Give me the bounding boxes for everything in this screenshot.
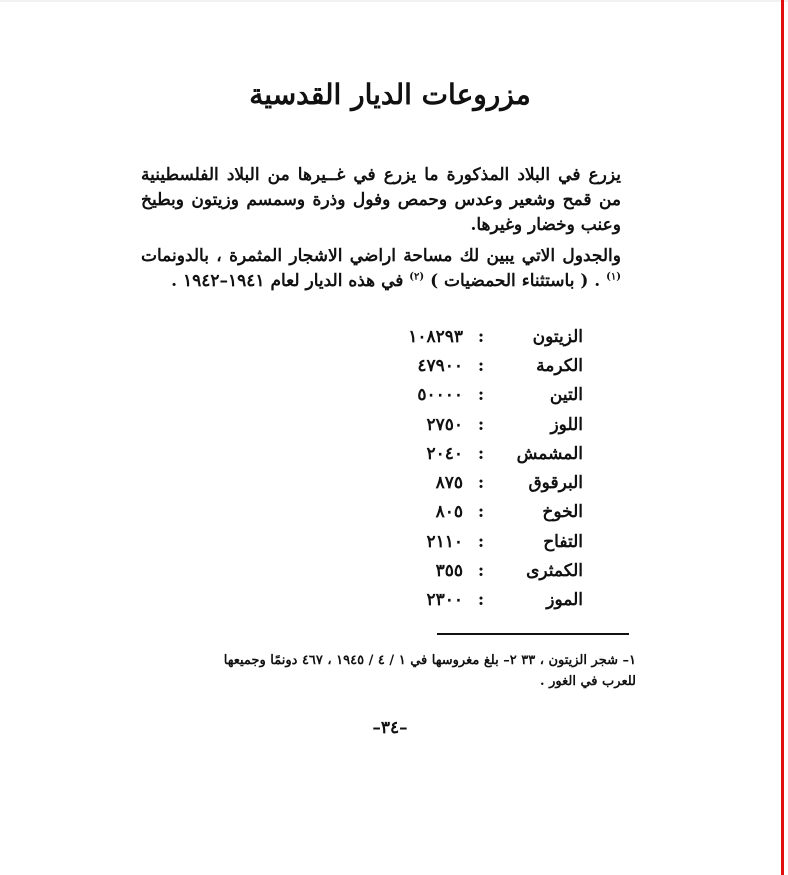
- table-row: [323, 439, 583, 468]
- row-colon: :: [477, 355, 485, 376]
- crop-label: الزيتون: [532, 326, 583, 347]
- footnotes: [136, 650, 636, 692]
- footnote-line-1: ١– شجر الزيتون ، ٣٣ ٢– بلغ مغروسها في ١ / ٤ / ١٩٤٥ ، ٤٦٧ دونمًا وجميعها: [223, 653, 636, 668]
- area-value: ٣٥٥: [435, 561, 463, 582]
- area-value: ٢٧٥٠: [426, 414, 463, 435]
- intro-paragraph: يزرع في البلاد المذكورة ما يزرع في غــيرها من البلاد الفلسطينية من قمح وشعير وعدس وحمص وفول وذرة وسمسم وزيتون وبطيخ وعنب وخضار وغيرها.: [141, 165, 621, 235]
- crop-label: الخوخ: [542, 502, 583, 523]
- fruit-tree-area-table: [323, 322, 583, 615]
- crop-label: التفاح: [543, 531, 583, 552]
- table-row: [323, 468, 583, 497]
- area-value: ٨٧٥: [435, 473, 463, 494]
- area-value: ٨٠٥: [435, 502, 463, 523]
- row-colon: :: [477, 531, 485, 552]
- row-colon: :: [477, 443, 485, 464]
- area-value: ١٠٨٢٩٣: [408, 326, 463, 347]
- row-colon: :: [477, 414, 485, 435]
- table-row: [323, 322, 583, 351]
- row-colon: :: [477, 502, 485, 523]
- area-value: ٤٧٩٠٠: [417, 355, 463, 376]
- table-intro-text-2: . ( باستثناء الحمضيات ): [430, 271, 601, 291]
- table-row: [323, 498, 583, 527]
- row-colon: :: [477, 385, 485, 406]
- crop-label: الموز: [546, 590, 583, 611]
- table-intro-text-1: والجدول الاتي يبين لك مساحة اراضي الاشجار المثمرة ، بالدونمات: [141, 246, 621, 266]
- footnote-ref-1: (١): [606, 271, 621, 283]
- crop-label: التين: [549, 385, 583, 406]
- row-colon: :: [477, 561, 485, 582]
- crop-label: البرقوق: [528, 473, 583, 494]
- area-value: ٢١١٠: [426, 531, 463, 552]
- table-row: [323, 381, 583, 410]
- table-intro-text-3: في هذه الديار لعام ١٩٤١–١٩٤٢ .: [171, 271, 404, 291]
- table-intro-paragraph: [141, 244, 621, 294]
- table-row: [323, 527, 583, 556]
- row-colon: :: [477, 473, 485, 494]
- crop-label: المشمش: [516, 443, 583, 464]
- row-colon: :: [477, 326, 485, 347]
- row-colon: :: [477, 590, 485, 611]
- crop-label: الكرمة: [536, 355, 583, 376]
- table-row: [323, 556, 583, 585]
- footnote-ref-2: (٢): [409, 271, 425, 283]
- page-title: مزروعات الديار القدسية: [249, 78, 531, 111]
- table-row: [323, 586, 583, 615]
- footnote-line-2: للعرب في الغور .: [540, 674, 636, 689]
- crop-label: الكمثرى: [526, 561, 583, 582]
- window-right-border: [781, 0, 784, 875]
- table-row: [323, 410, 583, 439]
- footnote-divider: [437, 633, 629, 635]
- crop-label: اللوز: [550, 414, 583, 435]
- page-number: –٣٤–: [372, 718, 408, 738]
- area-value: ٥٠٠٠٠: [417, 385, 463, 406]
- area-value: ٢٣٠٠: [426, 590, 463, 611]
- table-row: [323, 351, 583, 380]
- area-value: ٢٠٤٠: [426, 443, 463, 464]
